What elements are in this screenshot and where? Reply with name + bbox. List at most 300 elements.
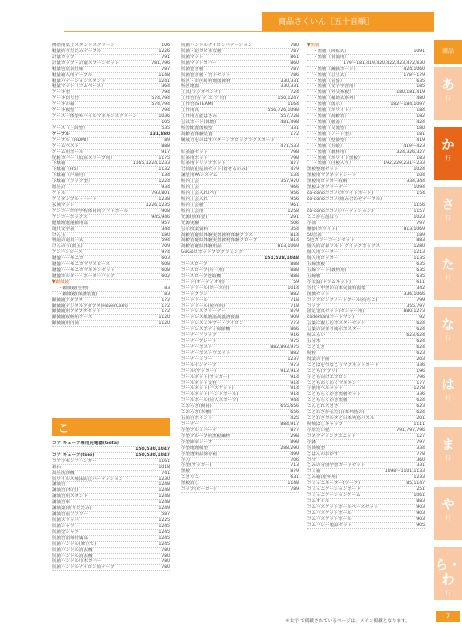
- entry-name: ・黒板（ノート型）: [307, 132, 354, 137]
- entry-name: ケトル: [52, 191, 66, 197]
- entry-pages: 291: [290, 214, 299, 220]
- entry-pages: 973: [290, 362, 299, 368]
- entry-name: コア キューブ(toio): [52, 452, 95, 458]
- entry-name: コースロープ(片一用): [181, 268, 225, 274]
- entry-name: 50音表: [307, 232, 322, 238]
- entry-pages: 883: [416, 238, 425, 244]
- entry-name: 古代・中世の日本史資料図集: [307, 285, 366, 291]
- entry-name: ・黒板（交流型）: [307, 126, 350, 131]
- entry-name: ケンバンピース: [52, 250, 83, 256]
- page-title: 商品さくいん［五十音順］: [262, 12, 434, 31]
- entry-pages: 172: [161, 297, 170, 303]
- entry-name: 個人的計算ソルト クイックボックス: [307, 244, 381, 250]
- entry-name: 五線板: [307, 273, 321, 279]
- entry-pages: 1135: [413, 256, 425, 262]
- entry-name: コア キューブ専用充電器(Gota): [52, 441, 119, 446]
- entry-pages: 506: [290, 220, 299, 226]
- entry-pages: 92: [419, 315, 425, 321]
- entry-pages: 814: [290, 232, 299, 238]
- entry-name: 軽量折りたたみテーブル: [52, 48, 102, 54]
- entry-pages: 1111: [413, 422, 425, 427]
- entry-pages: 909: [290, 315, 299, 321]
- entry-name: co-conoココノ(ホワイトボード): [307, 191, 374, 197]
- entry-name: ケミダンプル・ハート: [52, 196, 97, 202]
- entry-pages: 624: [416, 327, 425, 333]
- tab-4[interactable]: [434, 247, 462, 302]
- entry-pages: 574,794: [151, 96, 170, 102]
- entry-name: ▼顕微鏡: [52, 279, 69, 285]
- entry-name: コードレス肌液晶高温溶接器: [181, 315, 240, 321]
- entry-name: 校内工芸入れ(ベ): [181, 191, 217, 197]
- entry-name: コーナーポスト: [181, 345, 213, 351]
- entry-name: ごみの分別学習カードセット: [307, 463, 366, 469]
- entry-pages: 1156: [413, 202, 425, 208]
- entry-name: co-conoココノ(組み合わせテーブル): [307, 196, 382, 202]
- entry-pages: 424,1060: [403, 66, 425, 72]
- entry-name: 個人用ロッカー: [307, 256, 339, 262]
- entry-name: 高齢者疑似体験実習教材体験グローブ: [181, 238, 258, 244]
- entry-name: 鍵盤ハーモニカマネキンセット: [52, 268, 115, 274]
- entry-pages: 1225: [158, 517, 170, 523]
- entry-pages: 1091: [413, 48, 425, 54]
- entry-pages: 201: [416, 416, 425, 422]
- entry-name: ケース一体型モバイルマネキンスクリーン: [52, 114, 138, 120]
- entry-pages: 1094: [413, 185, 425, 191]
- entry-pages: 635: [416, 268, 425, 274]
- entry-name: コーナーフラッグ: [181, 333, 217, 339]
- entry-name: こんどれ大きさ: [307, 404, 339, 410]
- entry-name: 小形たい肥: [307, 427, 330, 433]
- entry-name: 言葉に親しむポスターセット: [307, 321, 366, 327]
- entry-pages: 1120: [158, 321, 170, 327]
- entry-name: ・黒板（壁掛型）: [307, 138, 350, 143]
- entry-name: ・黒板（図示）: [307, 102, 346, 107]
- entry-pages: 1024: [413, 167, 425, 173]
- entry-name: ケンコーボックス: [52, 214, 88, 220]
- entry-pages: 131,880: [149, 131, 170, 137]
- index-entry: [307, 523, 425, 529]
- entry-name: 軽量マット（ゴムベース）: [52, 84, 106, 90]
- entry-pages: 499: [290, 451, 299, 457]
- entry-pages: 724: [290, 90, 299, 96]
- entry-pages: 192,229,231～233: [383, 161, 425, 167]
- entry-name: こども(アプリ): [307, 368, 338, 374]
- entry-name: 子供用ヘルメット: [307, 386, 343, 392]
- entry-pages: 945,946: [151, 214, 170, 220]
- entry-pages: 1098～1101,1133: [384, 469, 425, 475]
- entry-pages: 1148: [287, 481, 299, 487]
- tab-kana: な: [441, 318, 455, 333]
- entry-name: ゴミ箱: [307, 469, 321, 475]
- entry-pages: 134: [290, 173, 299, 179]
- tab-gyo: 行: [445, 456, 451, 462]
- entry-pages: 425: [290, 416, 299, 422]
- entry-name: こどもらくがき黒板: [307, 398, 348, 404]
- entry-pages: 185: [416, 84, 425, 90]
- entry-pages: 882: [290, 350, 299, 356]
- entry-name: 抗菌マット: [181, 54, 204, 60]
- entry-pages: 914: [290, 386, 299, 392]
- entry-pages: 877: [290, 427, 299, 433]
- entry-name: ここから遊ぼう: [307, 214, 339, 220]
- entry-pages: 1248: [158, 482, 170, 488]
- entry-pages: 879: [290, 309, 299, 315]
- entry-pages: 789: [290, 487, 299, 493]
- entry-name: ・黒板（宣誓）: [307, 79, 346, 84]
- entry-pages: 791: [161, 54, 170, 60]
- entry-pages: 419: [416, 137, 425, 143]
- entry-pages: 794: [161, 90, 170, 96]
- entry-name: こおろぎ(飼育): [181, 404, 212, 410]
- entry-pages: 1120: [158, 315, 170, 321]
- tab-kana: あ: [441, 78, 455, 93]
- entry-pages: 1241: [158, 78, 170, 84]
- entry-pages: 419～423: [403, 143, 425, 149]
- entry-name: ・黒板（文字学習用）: [307, 84, 359, 89]
- entry-name: ・顕微鏡(保護装置): [52, 292, 99, 297]
- entry-pages: 961: [290, 202, 299, 208]
- entry-pages: 334: [416, 445, 425, 451]
- entry-name: [307, 61, 308, 66]
- entry-pages: 331: [416, 463, 425, 469]
- entry-name: 黒板用ロッカー収納: [307, 179, 348, 185]
- entry-pages: 344: [161, 226, 170, 232]
- entry-pages: 773: [290, 321, 299, 327]
- entry-pages: 778: [416, 451, 425, 457]
- entry-pages: 813,1069: [277, 244, 299, 250]
- entry-pages: 624: [416, 339, 425, 345]
- entry-pages: 888: [290, 273, 299, 279]
- entry-pages: 1165,1224,1233: [132, 161, 170, 167]
- entry-name: ・黒板（背面用）: [307, 55, 350, 60]
- entry-name: 5色カラーコーンセット: [307, 238, 355, 244]
- tab-8[interactable]: [434, 487, 462, 542]
- entry-name: 携帯用気上スタンドスクリーン: [52, 43, 115, 48]
- entry-pages: 331: [290, 125, 299, 131]
- entry-name: 校内工芸: [181, 185, 199, 191]
- entry-name: co-conoココノ(パーティション): [307, 208, 373, 214]
- entry-pages: 791,797,796: [396, 427, 425, 433]
- entry-pages: 796: [416, 374, 425, 380]
- entry-pages: 85,1147: [406, 481, 425, 487]
- entry-pages: 866: [290, 327, 299, 333]
- entry-pages: 172: [161, 303, 170, 309]
- entry-pages: 880,1273: [403, 309, 425, 315]
- tab-5[interactable]: [434, 307, 462, 362]
- entry-pages: 1161: [158, 458, 170, 464]
- entry-name: 抗菌巻き板: [181, 66, 204, 72]
- entry-name: 工作用具: [181, 108, 199, 114]
- entry-name: ・黒板（外交系板）: [307, 90, 355, 95]
- tab-kana: た: [441, 258, 455, 273]
- entry-name: ごはんのおかず: [307, 451, 339, 457]
- entry-pages: 883: [416, 498, 425, 504]
- entry-name: ゴールインテープ: [181, 362, 217, 368]
- entry-name: ・黒板（鋼鉄ボード）: [307, 67, 359, 72]
- entry-name: ▼黒板: [307, 43, 320, 48]
- index-entry: [181, 487, 299, 493]
- entry-name: 抗菌スリッパ: [52, 517, 79, 523]
- entry-name: 抗菌全シャツ: [52, 529, 79, 535]
- entry-name: 抗菌ハンドルナイロン角テープ: [52, 565, 115, 571]
- tab-1[interactable]: [434, 67, 462, 122]
- entry-pages: 624: [416, 345, 425, 351]
- entry-name: 小皿: [307, 220, 316, 226]
- entry-name: ゴールネット(サッカー): [181, 374, 230, 380]
- entry-name: 抗菌バンドル消去機: [52, 547, 93, 553]
- index-column-2: [181, 43, 299, 493]
- entry-name: 授業の手冊: [307, 356, 330, 362]
- entry-name: 小型除草シーブ: [181, 439, 213, 445]
- entry-name: 公式ボード(算数): [181, 119, 217, 125]
- entry-pages: 172: [161, 309, 170, 315]
- entry-pages: 105: [161, 119, 170, 125]
- entry-name: 言葉の決まり掲示ポスター: [307, 327, 361, 333]
- tab-gyo: 行: [445, 216, 451, 222]
- entry-name: こどもわくわくマネキン: [307, 380, 357, 386]
- entry-pages: 903: [416, 504, 425, 510]
- entry-name: ゴールネット(バスケット): [181, 386, 234, 392]
- entry-pages: 718: [290, 303, 299, 309]
- entry-name: 子ども向けエプロン: [307, 374, 348, 380]
- entry-pages: 608: [161, 262, 170, 268]
- entry-pages: 787: [161, 66, 170, 72]
- entry-name: ゲームベスト: [52, 143, 79, 149]
- entry-name: 小太鼓(ドラムキット): [307, 279, 351, 285]
- entry-name: ・顕微鏡(生物): [52, 286, 90, 291]
- entry-name: げんのう(新玉): [52, 244, 83, 250]
- entry-name: 化粧カバー（低床スリープ用）: [52, 155, 115, 161]
- entry-name: ことわざカルタと日本列島パズル: [307, 416, 375, 422]
- entry-name: こぎりこ: [181, 475, 199, 481]
- entry-name: 顕微鏡アダプタ: [52, 297, 83, 303]
- entry-name: 構成力をのばすパターンブロックラグスカード: [181, 137, 275, 143]
- kana-index-tabs: [434, 67, 462, 637]
- entry-pages: 905: [416, 522, 425, 528]
- entry-pages: 364: [161, 84, 170, 90]
- entry-name: ケーキ模型: [52, 108, 75, 114]
- entry-name: 黒板用マグネットシート: [307, 173, 357, 179]
- entry-pages: 154: [416, 191, 425, 197]
- entry-pages: 624: [416, 398, 425, 404]
- entry-name: 抗菌ハンドル消去機: [52, 553, 93, 559]
- entry-name: 顕微鏡用円筒: [52, 321, 79, 327]
- entry-pages: 656: [290, 410, 299, 416]
- entry-name: [181, 256, 182, 261]
- entry-pages: 623: [416, 404, 425, 410]
- entry-name: 高齢者疑似体験実習教材体験グラス: [181, 232, 253, 238]
- entry-name: ・黒板（白板入り）: [307, 161, 355, 166]
- entry-name: 軽量箱入用テープル: [52, 72, 93, 78]
- entry-name: 下駄箱（ラック型）: [52, 179, 93, 185]
- entry-name: ゴムバレー製品セット: [307, 522, 352, 528]
- entry-pages: 787: [290, 66, 299, 72]
- entry-pages: 134: [161, 173, 170, 179]
- entry-name: 固定金具セット(セシャー用): [307, 309, 365, 315]
- entry-pages: 150,1247: [277, 96, 299, 102]
- entry-pages: 336: [416, 392, 425, 398]
- entry-name: ゴールネット(ハンドボール): [181, 392, 239, 398]
- entry-name: 校区・市区町村地図教材: [181, 78, 231, 84]
- entry-pages: 944: [290, 398, 299, 404]
- entry-name: 抗菌ハンドル巾木カバー: [52, 559, 102, 565]
- tab-gyo: 行: [445, 336, 451, 342]
- entry-pages: 888: [290, 262, 299, 268]
- entry-pages: 794: [161, 108, 170, 114]
- tab-2[interactable]: [434, 127, 462, 182]
- entry-name: ゴールネット支柱: [181, 380, 217, 386]
- entry-pages: 916: [290, 333, 299, 339]
- tab-6[interactable]: [434, 367, 462, 422]
- tab-gyo: 行: [445, 276, 451, 282]
- side-label: 商品: [434, 40, 462, 64]
- entry-pages: 780: [290, 43, 299, 48]
- entry-pages: 914: [290, 392, 299, 398]
- entry-name: 五線黒板: [307, 262, 325, 268]
- entry-pages: 908: [161, 208, 170, 214]
- entry-name: 個人用ソーター: [307, 250, 339, 256]
- entry-name: ケース（三段型）: [52, 125, 88, 131]
- entry-name: 下駄箱（H5）: [52, 167, 81, 173]
- entry-name: [52, 447, 53, 452]
- entry-name: コード(オーディオ用): [181, 279, 225, 285]
- entry-pages: 860: [290, 60, 299, 66]
- entry-pages: 1248: [158, 488, 170, 494]
- entry-pages: 787: [290, 48, 299, 54]
- entry-name: 小型グループ用黒板鋼材: [181, 433, 231, 439]
- entry-name: 紅茶用ポット: [181, 155, 208, 161]
- entry-pages: 360: [416, 457, 425, 463]
- entry-name: 高齢者体験装置: [181, 131, 213, 137]
- entry-pages: 655,656: [280, 404, 299, 410]
- entry-name: ケーブル: [52, 131, 70, 137]
- entry-pages: 624: [416, 321, 425, 327]
- entry-name: 校内工芸用: [181, 208, 204, 214]
- entry-name: 粉飛ばしキャップ: [307, 422, 343, 427]
- entry-name: ことばをつなごうマグネットカード: [307, 362, 379, 368]
- entry-name: コネクティングユニット: [307, 433, 356, 439]
- entry-name: 血圧計: [52, 185, 66, 191]
- entry-pages: 182: [416, 114, 425, 120]
- entry-pages: 354: [290, 226, 299, 232]
- entry-name: 抗菌ハンドル(傘立て): [52, 541, 97, 547]
- entry-name: ゲーム用ボール: [52, 149, 84, 155]
- tab-gyo: 行: [445, 396, 451, 402]
- entry-name: 黒板整理セット: [307, 167, 339, 173]
- entry-pages: 974: [161, 250, 170, 256]
- entry-pages: 882,893,975: [270, 345, 299, 351]
- entry-name: 軽量包装袋仕様: [52, 66, 84, 72]
- entry-name: 黒板: [181, 469, 190, 475]
- entry-pages: 975: [290, 339, 299, 345]
- entry-pages: 635: [416, 273, 425, 279]
- entry-pages: 89: [164, 137, 170, 143]
- tab-7[interactable]: [434, 427, 462, 482]
- entry-name: 公示授業資料: [181, 226, 208, 232]
- entry-pages: 623,624: [406, 333, 425, 339]
- entry-name: 抗菌台消毒付属品: [52, 535, 88, 541]
- entry-pages: 793,801: [151, 191, 170, 197]
- entry-pages: 914: [290, 380, 299, 386]
- entry-name: こどもらくがき黒板セット: [307, 392, 361, 398]
- entry-name: codeman(コードマン): [307, 315, 354, 321]
- entry-pages: 709: [161, 244, 170, 250]
- tab-9[interactable]: [434, 547, 462, 602]
- entry-pages: 574,794: [151, 102, 170, 108]
- entry-name: コーナーミラー: [181, 356, 213, 362]
- entry-name: コミュニネーター(ワーク): [307, 481, 360, 487]
- tab-gyo: 行: [445, 96, 451, 102]
- entry-pages: 83: [164, 291, 170, 297]
- entry-name: 小型透明品保存箱: [181, 451, 217, 457]
- entry-name: 下駄箱: [52, 161, 66, 167]
- entry-name: ゴムバスケットボール: [307, 516, 352, 522]
- entry-pages: 1278: [413, 386, 425, 392]
- entry-pages: 611: [416, 279, 425, 285]
- entry-pages: 1164: [287, 102, 299, 108]
- entry-name: 合同防犯巡回セット(着せるのみ): [181, 167, 248, 173]
- entry-pages: 355,797: [406, 303, 425, 309]
- entry-pages: 1014: [287, 285, 299, 291]
- entry-name: ケーキ切り台: [52, 96, 79, 102]
- entry-name: 抗菌巻き板・台下セット: [181, 72, 231, 78]
- entry-name: コーナー: [181, 422, 199, 427]
- entry-pages: 184: [416, 108, 425, 114]
- entry-pages: 797: [416, 220, 425, 226]
- entry-name: 講堂用PAシステム: [181, 173, 218, 179]
- entry-name: ・黒板（ホワイト黒板）: [307, 156, 363, 161]
- entry-name: 高齢者疑似体験用品: [181, 244, 222, 250]
- entry-pages: 342: [416, 285, 425, 291]
- entry-pages: 330,331: [280, 84, 299, 90]
- entry-pages: 1148: [158, 72, 170, 78]
- entry-pages: 914: [290, 374, 299, 380]
- tab-kana: は: [441, 378, 455, 393]
- entry-pages: 877: [290, 161, 299, 167]
- tab-3[interactable]: [434, 187, 462, 242]
- entry-pages: 1238: [158, 196, 170, 202]
- entry-pages: 1245: [158, 535, 170, 541]
- entry-name: ケーキの箱: [52, 102, 75, 108]
- entry-pages: 178～179: [403, 72, 425, 78]
- entry-pages: 180: [161, 232, 170, 238]
- entry-pages: 203: [416, 356, 425, 362]
- entry-pages: 1249: [158, 506, 170, 512]
- entry-pages: 535: [161, 125, 170, 131]
- entry-name: ゴムバスケットボールベースセット: [307, 504, 379, 510]
- entry-name: [52, 120, 53, 125]
- entry-name: 小型(サッカー): [181, 463, 212, 469]
- entry-pages: 608: [161, 268, 170, 274]
- entry-pages: 189: [416, 232, 425, 238]
- entry-name: 講演台: [52, 482, 66, 488]
- entry-name: コードレスボディ掃除機: [181, 327, 231, 333]
- index-entry: [52, 565, 170, 571]
- entry-name: 現代文学表: [52, 226, 75, 232]
- entry-pages: 172: [290, 131, 299, 137]
- entry-name: 碁石: [52, 464, 61, 470]
- entry-name: 工作台(雪 デ ユ ソ 付): [181, 96, 227, 102]
- entry-name: ・黒板（補助式系列）: [307, 96, 359, 101]
- entry-name: コーナープレート: [181, 339, 217, 345]
- entry-pages: 957: [161, 220, 170, 226]
- entry-pages: 480: [416, 96, 425, 102]
- entry-pages: 797: [416, 439, 425, 445]
- entry-pages: 471,533: [280, 143, 299, 149]
- entry-name: 光源(別料金): [181, 214, 208, 220]
- entry-pages: 956: [290, 191, 299, 197]
- entry-pages: 1175: [158, 155, 170, 161]
